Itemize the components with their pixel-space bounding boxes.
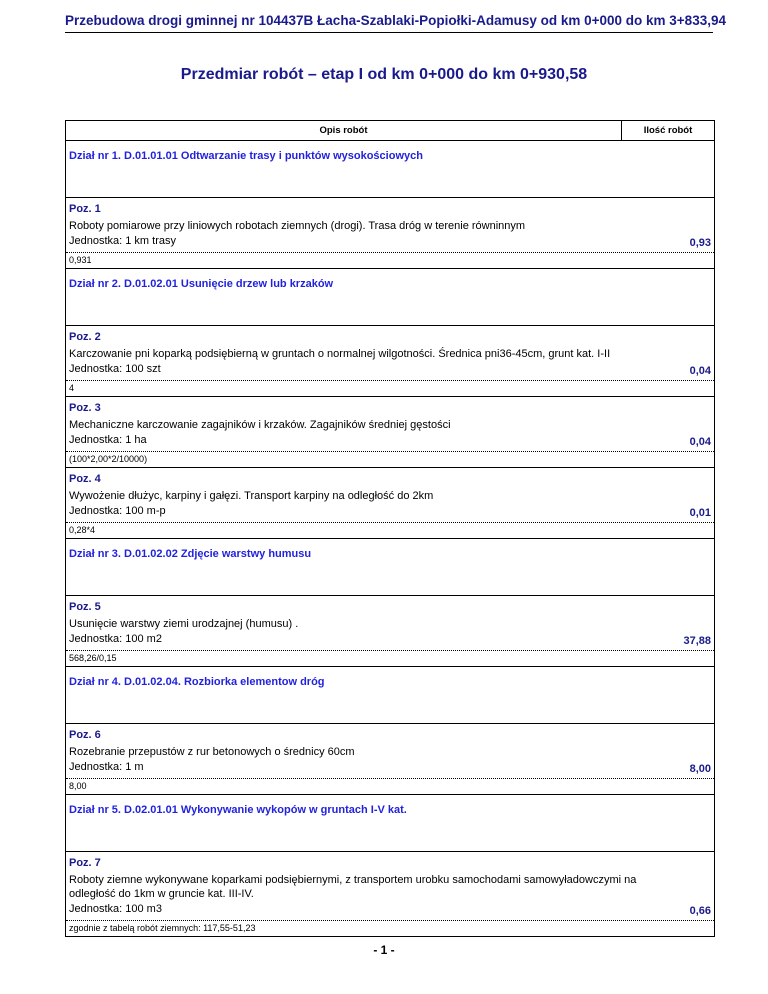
page-title: Przedmiar robót – etap I od km 0+000 do km 0+930,58: [180, 66, 588, 83]
item-unit: Jednostka: 100 m2: [69, 633, 162, 645]
item-description: Mechaniczne karczowanie zagajników i krzaków. Zagajników średniej gęstości: [69, 419, 451, 431]
section-heading: [66, 667, 714, 724]
item-quantity: 0,93: [689, 237, 711, 249]
item-row: [66, 596, 714, 651]
table-header: [66, 121, 714, 141]
item-number: Poz. 7: [69, 857, 101, 869]
bill-of-quantities-table: [65, 120, 715, 937]
col-description-header: Opis robót: [66, 121, 622, 140]
section-label: Dział nr 4. D.01.02.04. Rozbiorka elementow dróg: [69, 676, 325, 688]
item-number: Poz. 1: [69, 203, 101, 215]
section-heading: [66, 795, 714, 852]
item-unit: Jednostka: 1 km trasy: [69, 235, 176, 247]
item-unit: Jednostka: 1 ha: [69, 434, 147, 446]
item-calculation: (100*2,00*2/10000): [66, 452, 714, 468]
item-description: Wywożenie dłużyc, karpiny i gałęzi. Transport karpiny na odległość do 2km: [69, 490, 434, 502]
item-quantity: 0,66: [689, 905, 711, 917]
item-description: Roboty ziemne wykonywane koparkami podsiębiernymi, z transportem urobku samochodami samowyładowczymi na odległość do 1km w gruncie kat. III-IV.: [69, 874, 637, 900]
item-quantity: 0,01: [689, 507, 711, 519]
item-calculation: 8,00: [66, 779, 714, 795]
item-calculation: 4: [66, 381, 714, 397]
item-calculation: 0,28*4: [66, 523, 714, 539]
table-body: [66, 141, 714, 937]
section-heading: [66, 141, 714, 198]
item-row: [66, 468, 714, 523]
item-row: [66, 724, 714, 779]
document-header: Przebudowa drogi gminnej nr 104437B Łacha-Szablaki-Popiołki-Adamusy od km 0+000 do km 3+833,94: [65, 13, 713, 33]
section-heading: [66, 539, 714, 596]
section-heading: [66, 269, 714, 326]
item-calculation: 568,26/0,15: [66, 651, 714, 667]
section-label: Dział nr 2. D.01.02.01 Usunięcie drzew lub krzaków: [69, 278, 334, 290]
item-row: [66, 326, 714, 381]
item-quantity: 37,88: [683, 635, 711, 647]
section-label: Dział nr 1. D.01.01.01 Odtwarzanie trasy i punktów wysokościowych: [69, 150, 423, 162]
page-number: - 1 -: [373, 943, 395, 957]
item-row: [66, 198, 714, 253]
item-description: Karczowanie pni koparką podsiębierną w gruntach o normalnej wilgotności. Średnica pni36-45cm, grunt kat. I-II: [69, 348, 611, 360]
item-unit: Jednostka: 100 szt: [69, 363, 161, 375]
item-number: Poz. 3: [69, 402, 101, 414]
item-calculation: 0,931: [66, 253, 714, 269]
item-description: Usunięcie warstwy ziemi urodzajnej (humusu) .: [69, 618, 299, 630]
item-number: Poz. 6: [69, 729, 101, 741]
item-number: Poz. 4: [69, 473, 101, 485]
item-description: Rozebranie przepustów z rur betonowych o średnicy 60cm: [69, 746, 355, 758]
item-calculation: zgodnie z tabelą robót ziemnych: 117,55-51,23: [66, 921, 714, 937]
item-unit: Jednostka: 100 m3: [69, 903, 162, 915]
section-label: Dział nr 5. D.02.01.01 Wykonywanie wykopów w gruntach I-V kat.: [69, 804, 407, 816]
item-description: Roboty pomiarowe przy liniowych robotach ziemnych (drogi). Trasa dróg w terenie równinnym: [69, 220, 526, 232]
item-number: Poz. 2: [69, 331, 101, 343]
item-quantity: 8,00: [689, 763, 711, 775]
item-unit: Jednostka: 1 m: [69, 761, 144, 773]
col-quantity-header: Ilość robót: [643, 125, 693, 136]
item-quantity: 0,04: [689, 365, 711, 377]
item-row: [66, 852, 714, 921]
item-quantity: 0,04: [689, 436, 711, 448]
item-unit: Jednostka: 100 m-p: [69, 505, 166, 517]
item-number: Poz. 5: [69, 601, 101, 613]
item-row: [66, 397, 714, 452]
section-label: Dział nr 3. D.01.02.02 Zdjęcie warstwy humusu: [69, 548, 312, 560]
